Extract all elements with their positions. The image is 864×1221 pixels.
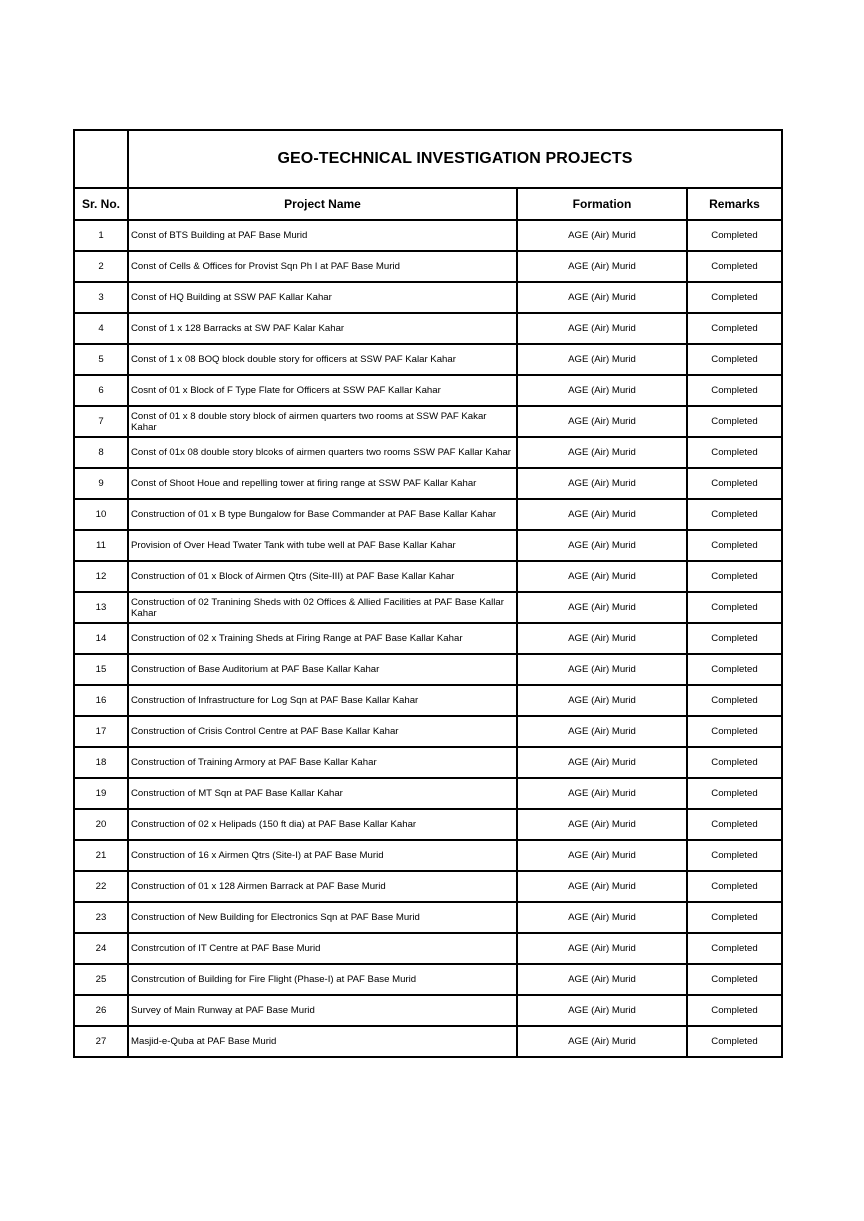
cell-remarks: Completed — [687, 747, 782, 778]
table-row — [74, 902, 782, 933]
table-row — [74, 468, 782, 499]
cell-sr-no: 6 — [74, 375, 128, 406]
table-row — [74, 406, 782, 437]
cell-project-name: Const of BTS Building at PAF Base Murid — [128, 220, 517, 251]
cell-project-name: Construction of Infrastructure for Log Sqn at PAF Base Kallar Kahar — [128, 685, 517, 716]
cell-sr-no: 2 — [74, 251, 128, 282]
cell-formation: AGE (Air) Murid — [517, 592, 687, 623]
cell-project-name: Construction of Base Auditorium at PAF Base Kallar Kahar — [128, 654, 517, 685]
column-header-remarks: Remarks — [687, 188, 782, 220]
cell-project-name: Provision of Over Head Twater Tank with tube well at PAF Base Kallar Kahar — [128, 530, 517, 561]
cell-project-name: Construction of MT Sqn at PAF Base Kallar Kahar — [128, 778, 517, 809]
cell-remarks: Completed — [687, 220, 782, 251]
cell-formation: AGE (Air) Murid — [517, 251, 687, 282]
cell-remarks: Completed — [687, 809, 782, 840]
table-row — [74, 778, 782, 809]
cell-remarks: Completed — [687, 592, 782, 623]
cell-sr-no: 12 — [74, 561, 128, 592]
cell-project-name: Survey of Main Runway at PAF Base Murid — [128, 995, 517, 1026]
column-header-project-name: Project Name — [128, 188, 517, 220]
cell-formation: AGE (Air) Murid — [517, 747, 687, 778]
cell-sr-no: 23 — [74, 902, 128, 933]
cell-sr-no: 9 — [74, 468, 128, 499]
cell-project-name: Construction of 02 x Helipads (150 ft dia) at PAF Base Kallar Kahar — [128, 809, 517, 840]
cell-sr-no: 15 — [74, 654, 128, 685]
cell-project-name: Construction of Training Armory at PAF Base Kallar Kahar — [128, 747, 517, 778]
cell-project-name: Constrcution of Building for Fire Flight (Phase-I) at PAF Base Murid — [128, 964, 517, 995]
cell-formation: AGE (Air) Murid — [517, 313, 687, 344]
cell-sr-no: 21 — [74, 840, 128, 871]
cell-remarks: Completed — [687, 871, 782, 902]
cell-formation: AGE (Air) Murid — [517, 685, 687, 716]
table-row — [74, 840, 782, 871]
cell-sr-no: 24 — [74, 933, 128, 964]
cell-remarks: Completed — [687, 623, 782, 654]
cell-remarks: Completed — [687, 716, 782, 747]
cell-formation: AGE (Air) Murid — [517, 561, 687, 592]
title-blank-cell — [74, 130, 128, 188]
cell-sr-no: 1 — [74, 220, 128, 251]
cell-project-name: Construction of 16 x Airmen Qtrs (Site-I) at PAF Base Murid — [128, 840, 517, 871]
cell-formation: AGE (Air) Murid — [517, 375, 687, 406]
cell-formation: AGE (Air) Murid — [517, 623, 687, 654]
cell-project-name: Const of 01x 08 double story blcoks of airmen quarters two rooms SSW PAF Kallar Kahar — [128, 437, 517, 468]
cell-sr-no: 8 — [74, 437, 128, 468]
cell-formation: AGE (Air) Murid — [517, 344, 687, 375]
cell-remarks: Completed — [687, 778, 782, 809]
table-row — [74, 561, 782, 592]
cell-remarks: Completed — [687, 995, 782, 1026]
cell-project-name: Construction of New Building for Electronics Sqn at PAF Base Murid — [128, 902, 517, 933]
cell-formation: AGE (Air) Murid — [517, 530, 687, 561]
cell-project-name: Const of 1 x 128 Barracks at SW PAF Kalar Kahar — [128, 313, 517, 344]
cell-formation: AGE (Air) Murid — [517, 964, 687, 995]
cell-sr-no: 5 — [74, 344, 128, 375]
table-row — [74, 313, 782, 344]
table-row — [74, 251, 782, 282]
cell-formation: AGE (Air) Murid — [517, 499, 687, 530]
table-row — [74, 344, 782, 375]
table-row — [74, 437, 782, 468]
table-row — [74, 1026, 782, 1057]
cell-formation: AGE (Air) Murid — [517, 871, 687, 902]
cell-project-name: Cosnt of 01 x Block of F Type Flate for Officers at SSW PAF Kallar Kahar — [128, 375, 517, 406]
cell-sr-no: 3 — [74, 282, 128, 313]
cell-remarks: Completed — [687, 313, 782, 344]
cell-remarks: Completed — [687, 530, 782, 561]
table-row — [74, 747, 782, 778]
cell-remarks: Completed — [687, 654, 782, 685]
table-row — [74, 530, 782, 561]
cell-remarks: Completed — [687, 933, 782, 964]
cell-formation: AGE (Air) Murid — [517, 995, 687, 1026]
cell-sr-no: 16 — [74, 685, 128, 716]
cell-formation: AGE (Air) Murid — [517, 840, 687, 871]
cell-remarks: Completed — [687, 840, 782, 871]
cell-project-name: Const of Shoot Houe and repelling tower at firing range at SSW PAF Kallar Kahar — [128, 468, 517, 499]
cell-remarks: Completed — [687, 375, 782, 406]
cell-remarks: Completed — [687, 1026, 782, 1057]
title-row — [74, 130, 782, 188]
cell-project-name: Construction of 01 x Block of Airmen Qtrs (Site-III) at PAF Base Kallar Kahar — [128, 561, 517, 592]
header-row — [74, 188, 782, 220]
cell-formation: AGE (Air) Murid — [517, 809, 687, 840]
table-row — [74, 685, 782, 716]
table-row — [74, 623, 782, 654]
cell-project-name: Construction of 01 x B type Bungalow for Base Commander at PAF Base Kallar Kahar — [128, 499, 517, 530]
table-title: GEO-TECHNICAL INVESTIGATION PROJECTS — [128, 130, 782, 188]
cell-project-name: Construction of 01 x 128 Airmen Barrack at PAF Base Murid — [128, 871, 517, 902]
table-row — [74, 995, 782, 1026]
cell-sr-no: 27 — [74, 1026, 128, 1057]
cell-remarks: Completed — [687, 964, 782, 995]
cell-remarks: Completed — [687, 406, 782, 437]
cell-project-name: Construction of Crisis Control Centre at PAF Base Kallar Kahar — [128, 716, 517, 747]
cell-project-name: Masjid-e-Quba at PAF Base Murid — [128, 1026, 517, 1057]
table-row — [74, 964, 782, 995]
cell-remarks: Completed — [687, 499, 782, 530]
cell-formation: AGE (Air) Murid — [517, 902, 687, 933]
cell-sr-no: 19 — [74, 778, 128, 809]
cell-formation: AGE (Air) Murid — [517, 778, 687, 809]
table-row — [74, 871, 782, 902]
cell-project-name: Construction of 02 Tranining Sheds with 02 Offices & Allied Facilities at PAF Base Kallar Kahar — [128, 592, 517, 623]
cell-sr-no: 18 — [74, 747, 128, 778]
cell-sr-no: 26 — [74, 995, 128, 1026]
cell-formation: AGE (Air) Murid — [517, 468, 687, 499]
cell-project-name: Const of HQ Building at SSW PAF Kallar Kahar — [128, 282, 517, 313]
cell-formation: AGE (Air) Murid — [517, 282, 687, 313]
column-header-sr-no: Sr. No. — [74, 188, 128, 220]
cell-sr-no: 7 — [74, 406, 128, 437]
cell-remarks: Completed — [687, 468, 782, 499]
cell-remarks: Completed — [687, 437, 782, 468]
cell-sr-no: 20 — [74, 809, 128, 840]
cell-project-name: Const of 1 x 08 BOQ block double story for officers at SSW PAF Kalar Kahar — [128, 344, 517, 375]
cell-sr-no: 10 — [74, 499, 128, 530]
cell-formation: AGE (Air) Murid — [517, 716, 687, 747]
cell-project-name: Const of Cells & Offices for Provist Sqn Ph I at PAF Base Murid — [128, 251, 517, 282]
cell-project-name: Constrcution of IT Centre at PAF Base Murid — [128, 933, 517, 964]
cell-project-name: Const of 01 x 8 double story block of airmen quarters two rooms at SSW PAF Kakar Kahar — [128, 406, 517, 437]
table-row — [74, 282, 782, 313]
cell-sr-no: 17 — [74, 716, 128, 747]
table-row — [74, 654, 782, 685]
cell-formation: AGE (Air) Murid — [517, 933, 687, 964]
table-row — [74, 375, 782, 406]
cell-remarks: Completed — [687, 685, 782, 716]
table-body — [74, 220, 782, 1057]
cell-sr-no: 25 — [74, 964, 128, 995]
cell-sr-no: 22 — [74, 871, 128, 902]
cell-sr-no: 11 — [74, 530, 128, 561]
cell-formation: AGE (Air) Murid — [517, 1026, 687, 1057]
cell-sr-no: 4 — [74, 313, 128, 344]
cell-project-name: Construction of 02 x Training Sheds at Firing Range at PAF Base Kallar Kahar — [128, 623, 517, 654]
table-row — [74, 592, 782, 623]
column-header-formation: Formation — [517, 188, 687, 220]
cell-formation: AGE (Air) Murid — [517, 654, 687, 685]
cell-sr-no: 13 — [74, 592, 128, 623]
table-row — [74, 809, 782, 840]
cell-formation: AGE (Air) Murid — [517, 437, 687, 468]
table-row — [74, 499, 782, 530]
cell-remarks: Completed — [687, 561, 782, 592]
table-row — [74, 933, 782, 964]
cell-formation: AGE (Air) Murid — [517, 220, 687, 251]
cell-sr-no: 14 — [74, 623, 128, 654]
cell-remarks: Completed — [687, 282, 782, 313]
cell-formation: AGE (Air) Murid — [517, 406, 687, 437]
table-row — [74, 716, 782, 747]
cell-remarks: Completed — [687, 902, 782, 933]
cell-remarks: Completed — [687, 344, 782, 375]
cell-remarks: Completed — [687, 251, 782, 282]
projects-table — [73, 129, 783, 1058]
table-row — [74, 220, 782, 251]
